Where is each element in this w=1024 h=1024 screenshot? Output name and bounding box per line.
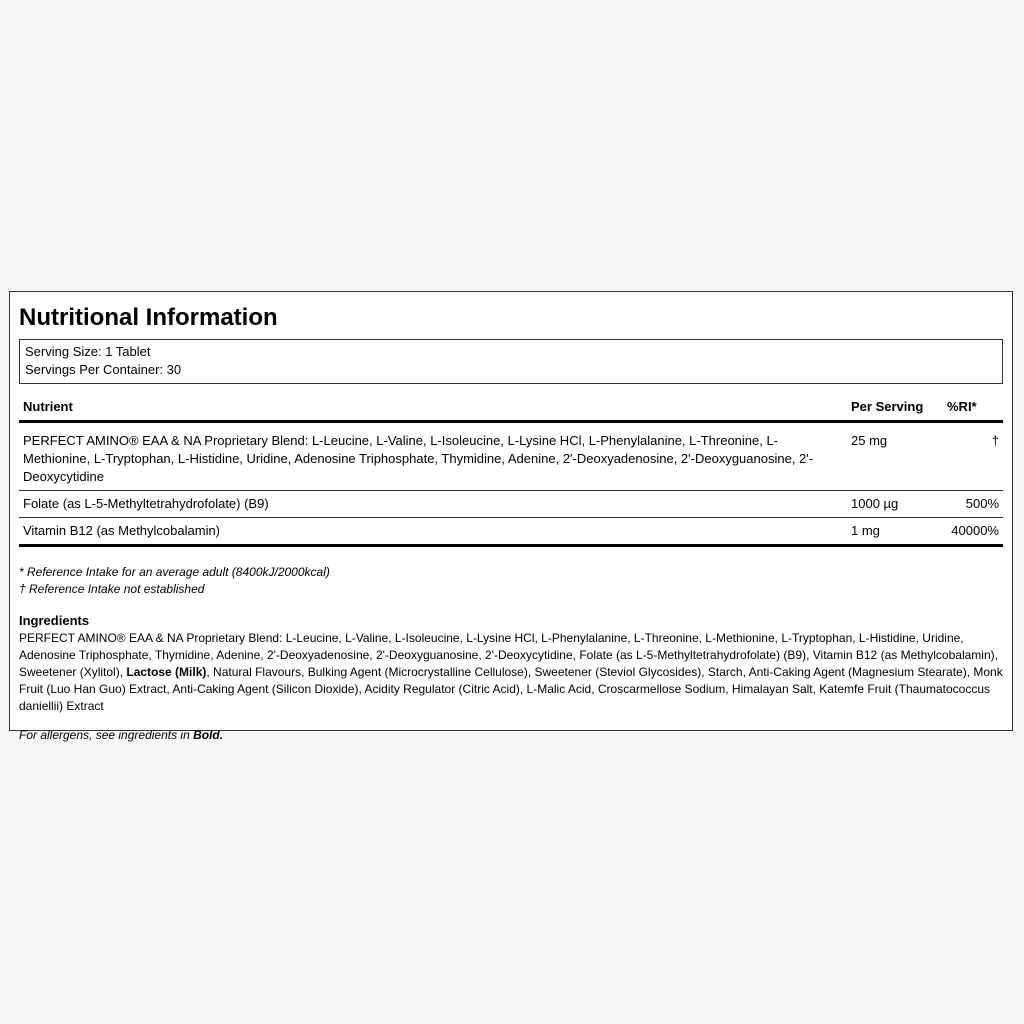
header-per-serving: Per Serving — [847, 394, 943, 422]
table-header-row — [19, 394, 1003, 422]
ri-value: 500% — [943, 491, 1003, 518]
servings-per-container: Servings Per Container: 30 — [25, 362, 182, 377]
footnotes — [19, 564, 1003, 598]
ingredients-heading: Ingredients — [19, 613, 90, 628]
per-serving-value: 25 mg — [847, 422, 943, 491]
page-title: Nutritional Information — [19, 304, 278, 331]
ingredients-text-part: PERFECT AMINO® EAA & NA Proprietary Blend: L-Leucine, L-Valine, L-Isoleucine, L-Lysine HCl, L-Phenylalanine, L-Threonine, L-Methionine, L-Tryptophan, L-Histidine, Uridine, Adenosine Triphosphate, Thymidine, Adenine, 2'-Deoxyadenosine, 2'-Deoxyguanosine, 2'-Deoxycytidine, Folate (as L-5-Methyltetrahydrofolate) (B9), Vitamin B12 (as Methylcobalamin), Sweetener (Xylitol), — [19, 631, 998, 679]
nutrient-name: Folate (as L-5-Methyltetrahydrofolate) (B9) — [19, 491, 847, 518]
per-serving-value: 1 mg — [847, 518, 943, 546]
table-row — [19, 518, 1003, 546]
nutrition-panel — [9, 291, 1013, 742]
table-row — [19, 491, 1003, 518]
allergen-note-bold: Bold. — [193, 728, 224, 742]
nutrient-name: PERFECT AMINO® EAA & NA Proprietary Blend: L-Leucine, L-Valine, L-Isoleucine, L-Lysine HCl, L-Phenylalanine, L-Threonine, L-Methionine, L-Tryptophan, L-Histidine, Uridine, Adenosine Triphosphate, Thymidine, Adenine, 2'-Deoxyadenosine, 2'-Deoxyguanosine, 2'-Deoxycytidine — [19, 422, 847, 491]
table-row — [19, 422, 1003, 491]
ingredients-text-part: , Natural Flavours, Bulking Agent (Microcrystalline Cellulose), Sweetener (Steviol Glycosides), Starch, Anti-Caking Agent (Magnesium Stearate), Monk Fruit (Luo Han Guo) Extract, Anti-Caking Agent (Silicon Dioxide), Acidity Regulator (Citric Acid), L-Malic Acid, Croscarmellose Sodium, Himalayan Salt, Katemfe Fruit (Thaumatococcus daniellii) Extract — [19, 665, 1003, 713]
header-nutrient: Nutrient — [19, 394, 847, 422]
nutrient-name: Vitamin B12 (as Methylcobalamin) — [19, 518, 847, 546]
nutrient-table — [19, 394, 1003, 547]
serving-size: Serving Size: 1 Tablet — [25, 344, 151, 359]
serving-info-box — [19, 339, 1003, 384]
ri-value: 40000% — [943, 518, 1003, 546]
not-established-footnote: † Reference Intake not established — [19, 582, 205, 596]
ingredients-text — [19, 630, 1003, 715]
allergen-note — [19, 727, 1003, 744]
header-ri: %RI* — [943, 394, 1003, 422]
allergen-note-text: For allergens, see ingredients in — [19, 728, 194, 742]
ri-footnote: * Reference Intake for an average adult (8400kJ/2000kcal) — [19, 565, 330, 579]
ri-value: † — [943, 422, 1003, 491]
allergen-ingredient: Lactose (Milk) — [126, 665, 207, 679]
per-serving-value: 1000 µg — [847, 491, 943, 518]
